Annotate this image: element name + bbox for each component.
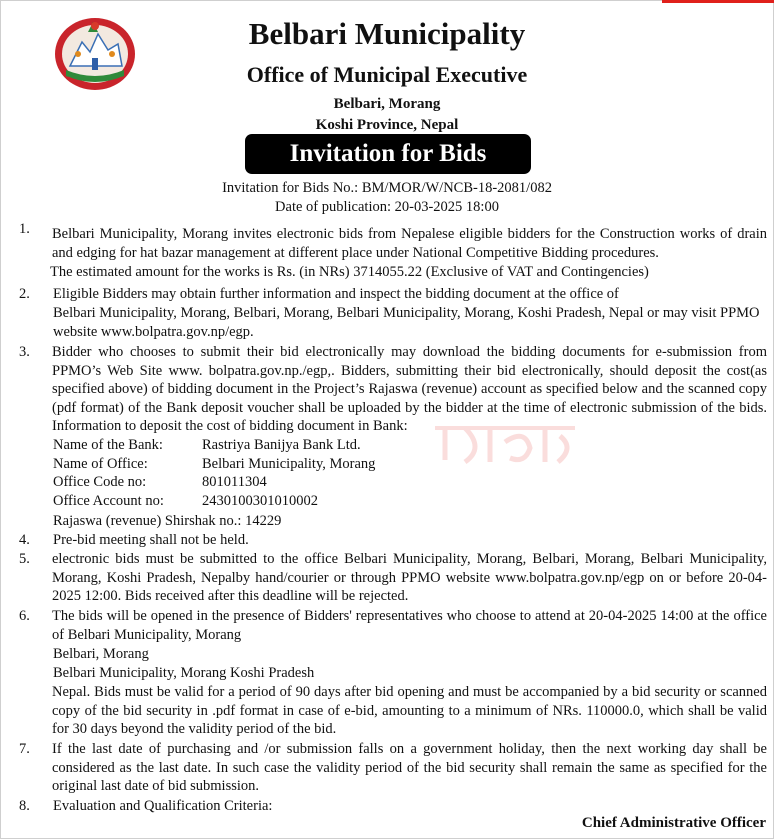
item-6-text: The bids will be opened in the presence of Bidders' representatives who choose to attend at 20-04-2025 14:00 at the office of Belbari Municipality, Morang (52, 608, 767, 643)
shirshak-number: Rajaswa (revenue) Shirshak no.: 14229 (53, 513, 282, 529)
office-label: Name of Office: (53, 456, 148, 472)
office-code-value: 801011304 (202, 474, 267, 490)
item-7-text: If the last date of purchasing and /or submission falls on a government holiday, then the next working day shall be considered as the last date. In such case the validity period of the bid security shall remain the same as specified for the original last date of bid submission. (52, 741, 767, 794)
item-number: 2. (19, 286, 30, 302)
item-number: 3. (19, 344, 30, 360)
bid-reference-number: Invitation for Bids No.: BM/MOR/W/NCB-18-2081/082 (222, 180, 552, 196)
signature-title: Chief Administrative Officer (581, 815, 766, 831)
item-6-line-4: Nepal. Bids must be valid for a period of 90 days after bid opening and must be accompanied by a bid security or scanned copy of the bid security in .pdf format in case of e-bid, amounting to a minimum of NRs. 110000.0, which shall be valid for 30 days beyond the validity period of the bid. (52, 684, 767, 737)
bank-value: Rastriya Banijya Bank Ltd. (202, 437, 361, 453)
invitation-banner: Invitation for Bids (245, 134, 531, 174)
item-5-text: electronic bids must be submitted to the office Belbari Municipality, Morang, Belbari, Morang, Belbari Municipality, Morang, Koshi Pradesh, Nepalby hand/courier or through PPMO website www.bolpatra.gov.np/egp on or before 20-04-2025 12:00. Bids received after this deadline will be rejected. (52, 551, 767, 604)
office-title: Office of Municipal Executive (246, 62, 528, 87)
item-6-line-2: Belbari, Morang (53, 646, 149, 662)
bank-label: Name of the Bank: (53, 437, 163, 453)
office-code-label: Office Code no: (53, 474, 147, 490)
location-line: Belbari, Morang (333, 96, 441, 112)
item-number: 8. (19, 798, 30, 814)
item-3-text: Bidder who chooses to submit their bid electronically may download the bidding documents for e-submission from PPMO’s Web Site www. bolpatra.gov.np./egp,. Bidders, submitting their bid electronically, should deposit the cost(as specified above) of bidding document in the Project’s Rajaswa (revenue) account as specified below and the scanned copy (pdf format) of the Bank deposit voucher shall be uploaded by the bidder at the time of electronic submission of the bids. Information to deposit the cost of bidding document in Bank: (52, 344, 767, 434)
top-accent-bar (662, 0, 774, 3)
item-6-line-3: Belbari Municipality, Morang Koshi Pradesh (53, 665, 315, 681)
item-number: 6. (19, 608, 30, 624)
item-number: 7. (19, 741, 30, 757)
estimated-amount: The estimated amount for the works is Rs. (in NRs) 3714055.22 (Exclusive of VAT and Contingencies) (50, 264, 649, 280)
account-value: 2430100301010002 (202, 493, 318, 509)
publication-date: Date of publication: 20-03-2025 18:00 (275, 199, 499, 215)
item-8-text: Evaluation and Qualification Criteria: (53, 798, 273, 814)
item-number: 5. (19, 551, 30, 567)
account-label: Office Account no: (53, 493, 164, 509)
item-4-text: Pre-bid meeting shall not be held. (53, 532, 249, 548)
item-1-text: Belbari Municipality, Morang invites electronic bids from Nepalese eligible bidders for the Construction works of drain and edging for hat bazar management at different place under National Competitive Bidding procedures. (52, 226, 767, 261)
municipality-title: Belbari Municipality (248, 16, 526, 51)
item-2-line-1: Eligible Bidders may obtain further information and inspect the bidding document at the office of (53, 286, 619, 302)
office-value: Belbari Municipality, Morang (202, 456, 376, 472)
item-number: 1. (19, 221, 30, 237)
item-number: 4. (19, 532, 30, 548)
item-2-line-2: Belbari Municipality, Morang, Belbari, Morang, Belbari Municipality, Morang, Koshi Pradesh, Nepal or may visit PPMO website www.bolpatra.gov.np/egp. (53, 305, 760, 340)
province-line: Koshi Province, Nepal (315, 117, 459, 133)
